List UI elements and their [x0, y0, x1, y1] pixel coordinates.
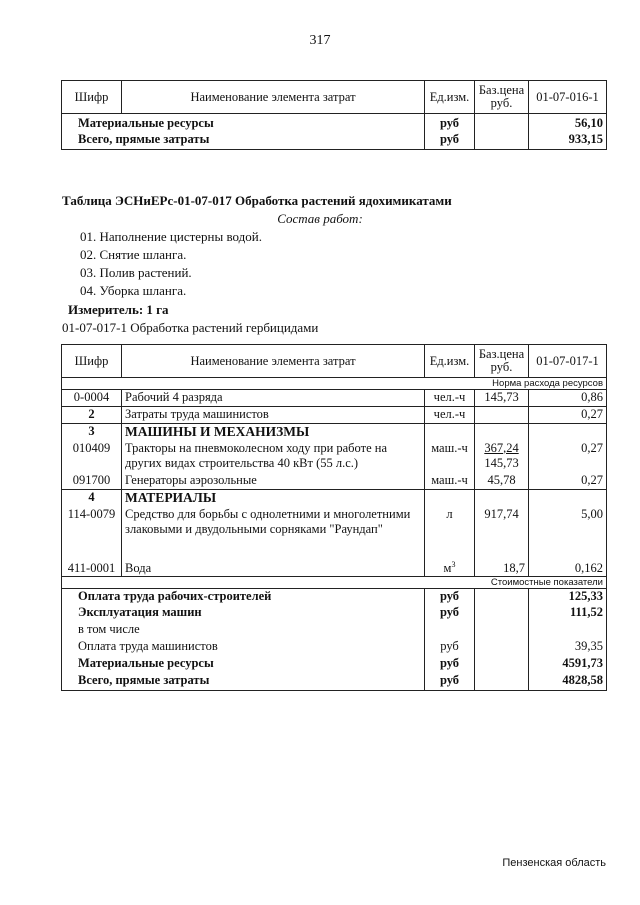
- total-row-name: Материальные ресурсы: [62, 656, 425, 673]
- total-row-name: в том числе: [62, 622, 425, 639]
- table-row-unit: чел.-ч: [425, 407, 475, 424]
- table-row-price: [475, 407, 529, 424]
- total-row-unit: руб: [425, 639, 475, 656]
- total-row-name: Оплата труда машинистов: [62, 639, 425, 656]
- total-row-value: 39,35: [529, 639, 607, 656]
- page-number: 317: [309, 33, 331, 48]
- header-column-code: 01-07-017-1: [529, 345, 607, 378]
- header-code: Шифр: [62, 81, 122, 114]
- table-main: [61, 344, 607, 691]
- total-row-price: [475, 673, 529, 690]
- unit-text: м: [443, 560, 452, 575]
- total-row-unit: руб: [425, 588, 475, 605]
- total-row-value: 111,52: [529, 605, 607, 622]
- section-code: 4: [62, 490, 122, 507]
- table-row-name: Тракторы на пневмоколесном ходу при работе на других видах строительства 40 кВт (55 л.с.): [122, 441, 425, 473]
- table-row-unit: [425, 490, 475, 507]
- table-row-name: Затраты труда машинистов: [122, 407, 425, 424]
- table-row-price: [475, 114, 529, 132]
- work-item: 01. Наполнение цистерны водой.: [80, 229, 262, 244]
- table-row-unit: [425, 557, 475, 577]
- table-row-code: 010409: [62, 441, 122, 473]
- header-name: Наименование элемента затрат: [122, 345, 425, 378]
- total-row-value: 4591,73: [529, 656, 607, 673]
- table-row-name: Рабочий 4 разряда: [122, 390, 425, 407]
- table-row-code: 114-0079: [62, 507, 122, 557]
- section-name: МАШИНЫ И МЕХАНИЗМЫ: [122, 424, 425, 441]
- table-row-unit: л: [425, 507, 475, 557]
- izmeritel: Измеритель: 1 га: [68, 302, 169, 317]
- table-row-value: 0,27: [529, 473, 607, 490]
- total-row-unit: [425, 622, 475, 639]
- header-base-price: Баз.цена руб.: [475, 81, 529, 114]
- section-code: 3: [62, 424, 122, 441]
- table-row-name: Средство для борьбы с однолетними и многолетними злаковыми и двудольными сорняками "Раундап": [122, 507, 425, 557]
- table-row-code: 411-0001: [62, 557, 122, 577]
- table-continuation: [61, 80, 607, 150]
- table-row-value: 0,27: [529, 407, 607, 424]
- cost-label: Стоимостные показатели: [62, 576, 607, 588]
- table-row-price: [475, 441, 529, 473]
- table-row-unit: руб: [425, 132, 475, 150]
- table-row-value: 0,27: [529, 441, 607, 473]
- total-row-price: [475, 605, 529, 622]
- header-column-code: 01-07-016-1: [529, 81, 607, 114]
- total-row-value: [529, 622, 607, 639]
- table-row-code: 2: [62, 407, 122, 424]
- table-row-code: 091700: [62, 473, 122, 490]
- table-row-value: 0,162: [529, 557, 607, 577]
- table-row-name: Генераторы аэрозольные: [122, 473, 425, 490]
- work-item: 02. Снятие шланга.: [80, 247, 187, 262]
- total-row-name: Всего, прямые затраты: [62, 673, 425, 690]
- sostav-label: Состав работ:: [277, 211, 363, 226]
- table-row-code: 0-0004: [62, 390, 122, 407]
- table-row-name: Материальные ресурсы: [62, 114, 425, 132]
- table-row-value: 56,10: [529, 114, 607, 132]
- total-row-value: 4828,58: [529, 673, 607, 690]
- total-row-price: [475, 639, 529, 656]
- table-row-price: [475, 132, 529, 150]
- header-unit: Ед.изм.: [425, 81, 475, 114]
- total-row-unit: руб: [425, 656, 475, 673]
- header-unit: Ед.изм.: [425, 345, 475, 378]
- subtitle: 01-07-017-1 Обработка растений гербицидами: [62, 320, 319, 335]
- total-row-name: Эксплуатация машин: [62, 605, 425, 622]
- table-row-price: 45,78: [475, 473, 529, 490]
- table-row-unit: маш.-ч: [425, 441, 475, 473]
- price-upper: 367,24: [484, 440, 519, 455]
- norma-label: Норма расхода ресурсов: [62, 378, 607, 390]
- table-row-unit: руб: [425, 114, 475, 132]
- table-row-unit: чел.-ч: [425, 390, 475, 407]
- header-base-price: Баз.цена руб.: [475, 345, 529, 378]
- work-item: 03. Полив растений.: [80, 265, 192, 280]
- total-row-price: [475, 656, 529, 673]
- table-row-unit: маш.-ч: [425, 473, 475, 490]
- table-row-price: 917,74: [475, 507, 529, 557]
- table-row-price: 145,73: [475, 390, 529, 407]
- section-name: МАТЕРИАЛЫ: [122, 490, 425, 507]
- table-row-price: 18,7: [475, 557, 529, 577]
- total-row-value: 125,33: [529, 588, 607, 605]
- table-row-name: Всего, прямые затраты: [62, 132, 425, 150]
- table-row-unit: [425, 424, 475, 441]
- unit-sup: 3: [451, 559, 456, 569]
- table-title: Таблица ЭСНиЕРс-01-07-017 Обработка растений ядохимикатами: [62, 193, 452, 208]
- table-row-value: 5,00: [529, 507, 607, 557]
- table-row-price: [475, 490, 529, 507]
- table-row-value: 0,86: [529, 390, 607, 407]
- header-name: Наименование элемента затрат: [122, 81, 425, 114]
- table-row-value: [529, 424, 607, 441]
- table-row-value: [529, 490, 607, 507]
- total-row-price: [475, 622, 529, 639]
- table-row-name: Вода: [122, 557, 425, 577]
- total-row-name: Оплата труда рабочих-строителей: [62, 588, 425, 605]
- total-row-unit: руб: [425, 605, 475, 622]
- work-item: 04. Уборка шланга.: [80, 283, 187, 298]
- total-row-unit: руб: [425, 673, 475, 690]
- header-code: Шифр: [62, 345, 122, 378]
- footer-region: Пензенская область: [502, 857, 606, 869]
- price-lower: 145,73: [484, 455, 519, 470]
- total-row-price: [475, 588, 529, 605]
- table-row-price: [475, 424, 529, 441]
- table-row-value: 933,15: [529, 132, 607, 150]
